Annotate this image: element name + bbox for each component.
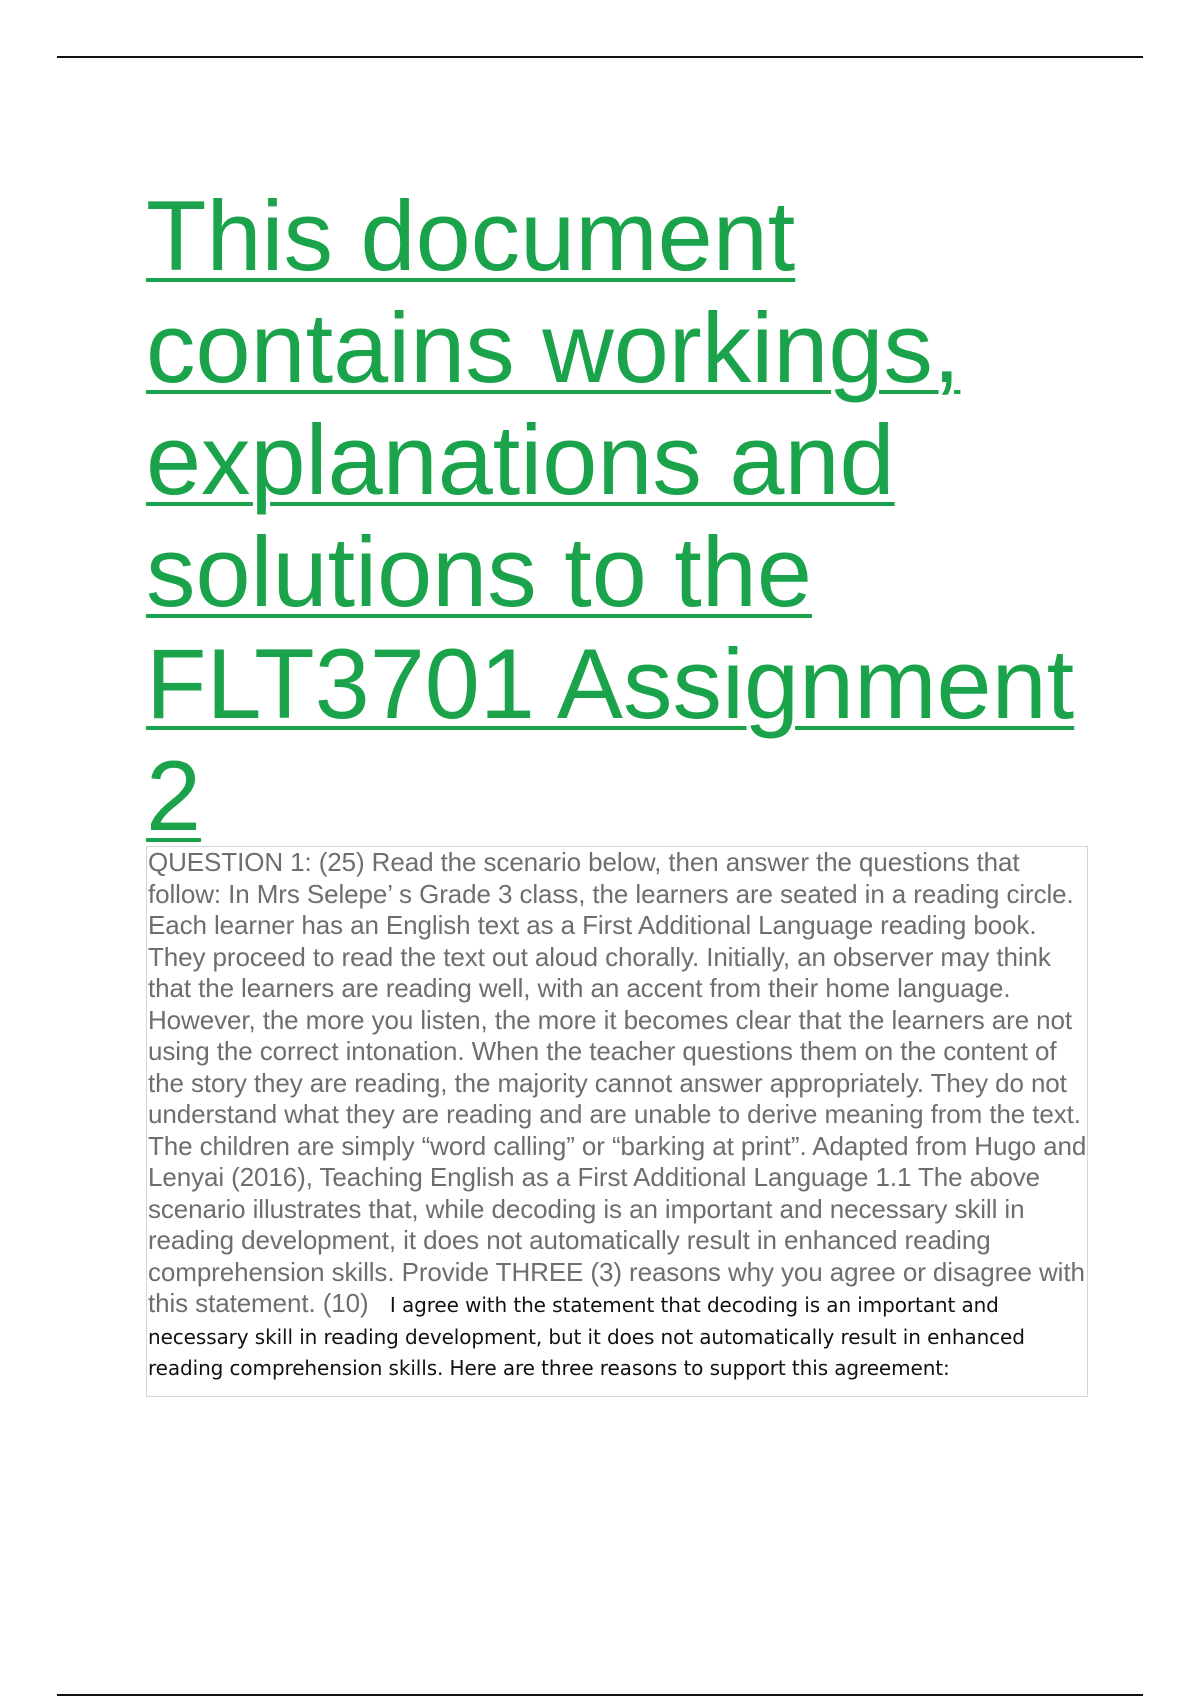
document-title-link[interactable]: This document contains workings, explanations and solutions to the FLT3701 Assignment 2 xyxy=(146,180,1075,851)
bottom-divider xyxy=(57,1694,1143,1696)
question-paragraph xyxy=(147,847,1087,1383)
question-marks: (10) xyxy=(322,1288,369,1318)
question-preview-box xyxy=(146,846,1088,1397)
top-divider xyxy=(57,56,1143,58)
question-text: QUESTION 1: (25) Read the scenario below, then answer the questions that follow: In Mrs Selepe’ s Grade 3 class, the learners are seated in a reading circle. Each learner has an English text as a First Additional Language reading book. They proceed to read the text out aloud chorally. Initially, an observer may think that the learners are reading well, with an accent from their home language. However, the more you listen, the more it becomes clear that the learners are not using the correct intonation. When the teacher questions them on the content of the story they are reading, the majority cannot answer appropriately. They do not understand what they are reading and are unable to derive meaning from the text. The children are simply “word calling” or “barking at print”. Adapted from Hugo and Lenyai (2016), Teaching English as a First Additional Language 1.1 The above scenario illustrates that, while decoding is an important and necessary skill in reading development, it does not automatically result in enhanced reading comprehension skills. Provide THREE (3) reasons why you agree or disagree with this statement. xyxy=(148,847,1087,1318)
answer-text: I agree with the statement that decoding is an important and necessary skill in reading development, but it does not automatically result in enhanced reading comprehension skills. Here are three reasons to support this agreement: xyxy=(148,1293,1025,1380)
